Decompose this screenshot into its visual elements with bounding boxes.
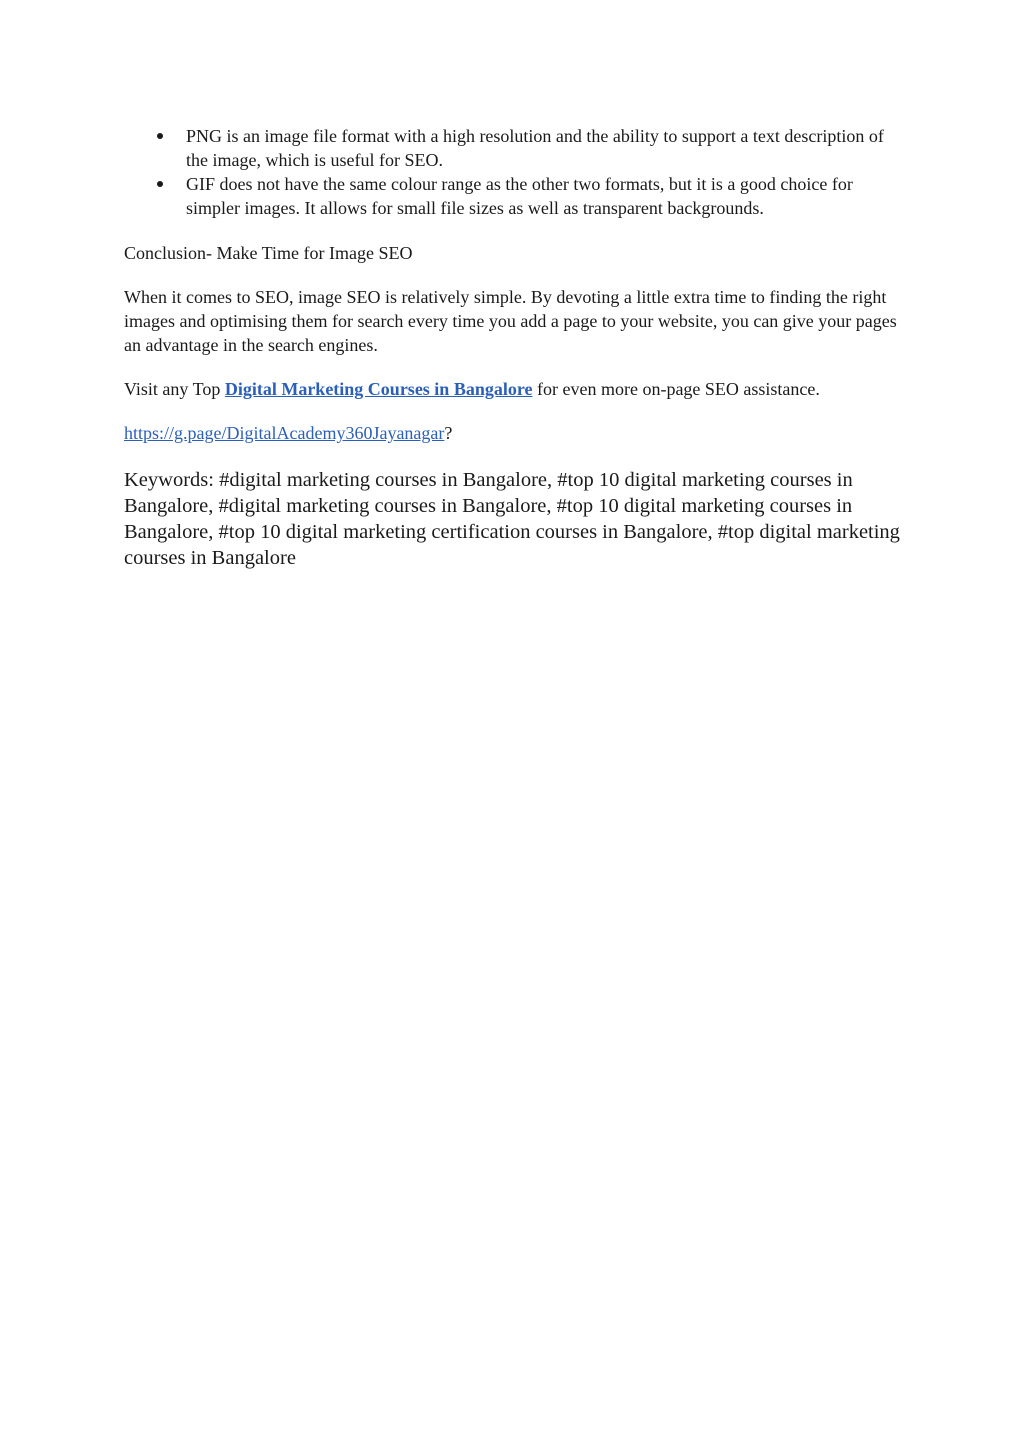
- bullet-icon: [157, 181, 163, 187]
- bullet-text: PNG is an image file format with a high resolution and the ability to support a text description of the image, which is useful for SEO.: [186, 126, 884, 170]
- page-content: [124, 124, 904, 571]
- bullet-icon: [157, 133, 163, 139]
- academy-url-link[interactable]: https://g.page/DigitalAcademy360Jayanagar: [124, 423, 445, 443]
- visit-prefix: Visit any Top: [124, 379, 225, 399]
- list-item: [124, 124, 904, 172]
- format-bullet-list: [124, 124, 904, 220]
- visit-paragraph: [124, 377, 904, 401]
- conclusion-paragraph: When it comes to SEO, image SEO is relatively simple. By devoting a little extra time to finding the right images and optimising them for search every time you add a page to your website, you can give your pages an advantage in the search engines.: [124, 287, 897, 355]
- list-item: [124, 172, 904, 220]
- url-suffix: ?: [444, 423, 453, 443]
- conclusion-heading: Conclusion- Make Time for Image SEO: [124, 243, 413, 263]
- bullet-text: GIF does not have the same colour range as the other two formats, but it is a good choice for simpler images. It allows for small file sizes as well as transparent backgrounds.: [186, 174, 853, 218]
- visit-suffix: for even more on-page SEO assistance.: [532, 379, 820, 399]
- keywords-paragraph: Keywords: #digital marketing courses in Bangalore, #top 10 digital marketing courses in Bangalore, #digital marketing courses in Bangalore, #top 10 digital marketing courses in Bangalore, #top 10 digital marketing certification courses in Bangalore, #top digital marketing courses in Bangalore: [124, 469, 900, 569]
- url-paragraph: [124, 421, 904, 445]
- courses-link[interactable]: Digital Marketing Courses in Bangalore: [224, 379, 533, 399]
